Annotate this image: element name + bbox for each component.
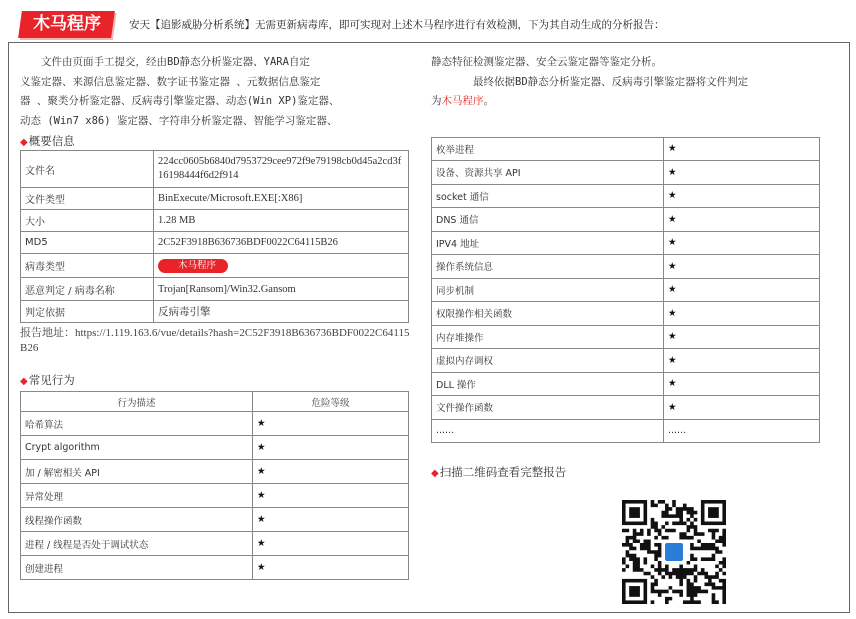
file-type-value: BinExecute/Microsoft.EXE[:X86] — [154, 188, 409, 210]
table-row — [432, 325, 820, 349]
danger-level-star: ★ — [664, 255, 820, 279]
table-row — [21, 556, 409, 580]
table-row — [432, 396, 820, 420]
danger-level-star: ★ — [253, 412, 409, 436]
danger-level-star: ★ — [664, 372, 820, 396]
danger-level-star: ★ — [664, 325, 820, 349]
behavior-description: 虚拟内存调权 — [432, 349, 664, 373]
behavior-description: Crypt algorithm — [21, 436, 253, 460]
behavior-description: 哈希算法 — [21, 412, 253, 436]
behavior-description: 设备、资源共享 API — [432, 161, 664, 185]
virus-name-value: Trojan[Ransom]/Win32.Gansom — [154, 278, 409, 301]
table-row — [432, 137, 820, 161]
diamond-bullet-icon: ◆ — [20, 137, 28, 148]
behavior-description: 内存堆操作 — [432, 325, 664, 349]
right-column — [431, 53, 831, 480]
table-row — [432, 372, 820, 396]
danger-level-star: ★ — [664, 161, 820, 185]
table-row — [432, 161, 820, 185]
danger-level-star: ★ — [253, 556, 409, 580]
report-address: 报告地址：https://1.119.163.6/vue/details?hash=2C52F3918B636736BDF0022C64115B26 — [20, 327, 410, 354]
behavior-description: 同步机制 — [432, 278, 664, 302]
danger-level-star: ★ — [253, 508, 409, 532]
danger-level-star: ★ — [664, 137, 820, 161]
table-row — [432, 302, 820, 326]
field-label: 判定依据 — [21, 301, 154, 323]
intro-line: 静态特征检测鉴定器、安全云鉴定器等鉴定分析。 — [431, 56, 662, 68]
table-row — [21, 254, 409, 278]
diamond-bullet-icon: ◆ — [20, 376, 28, 387]
behavior-description: ...... — [432, 419, 664, 443]
table-row — [21, 278, 409, 301]
behavior-description: 异常处理 — [21, 484, 253, 508]
report-qr-code[interactable] — [622, 500, 726, 604]
intro-paragraph — [20, 53, 420, 131]
danger-level-star: ★ — [253, 484, 409, 508]
danger-level-star: ★ — [664, 396, 820, 420]
behavior-description: 创建进程 — [21, 556, 253, 580]
table-row — [21, 188, 409, 210]
table-header-row — [21, 392, 409, 412]
table-row — [432, 278, 820, 302]
behavior-description: socket 通信 — [432, 184, 664, 208]
intro-line: 动态 (Win7 x86) 鉴定器、字符串分析鉴定器、智能学习鉴定器、 — [20, 114, 338, 127]
field-label: 文件名 — [21, 151, 154, 188]
column-header-description: 行为描述 — [21, 392, 253, 412]
table-row — [21, 460, 409, 484]
danger-level-star: ★ — [253, 532, 409, 556]
overview-table — [20, 150, 409, 323]
behavior-table-left — [20, 391, 409, 580]
danger-level-star: ★ — [664, 208, 820, 232]
qr-section-title: ◆扫描二维码查看完整报告 — [431, 465, 567, 479]
danger-level-star: ★ — [253, 460, 409, 484]
danger-level-star: ★ — [664, 349, 820, 373]
behavior-table-right — [431, 137, 820, 444]
file-name-value: 224cc0605b6840d7953729cee972f9e79198cb0d45a2cd3f16198444f6d2f914 — [154, 151, 409, 188]
md5-value: 2C52F3918B636736BDF0022C64115B26 — [154, 232, 409, 254]
virus-type-cell — [154, 254, 409, 278]
table-row — [21, 210, 409, 232]
table-row — [21, 412, 409, 436]
field-label: 恶意判定 / 病毒名称 — [21, 278, 154, 301]
intro-line: 文件由页面手工提交，经由BD静态分析鉴定器、YARA自定 — [41, 56, 310, 68]
virus-type-badge: 木马程序 — [158, 259, 228, 273]
behavior-description: 权限操作相关函数 — [432, 302, 664, 326]
behavior-description: 加 / 解密相关 API — [21, 460, 253, 484]
behavior-description: 枚举进程 — [432, 137, 664, 161]
field-label: 病毒类型 — [21, 254, 154, 278]
behavior-description: 进程 / 线程是否处于调试状态 — [21, 532, 253, 556]
field-label: 文件类型 — [21, 188, 154, 210]
table-row — [432, 419, 820, 443]
table-row — [432, 184, 820, 208]
behavior-description: DNS 通信 — [432, 208, 664, 232]
column-header-danger-level: 危险等级 — [253, 392, 409, 412]
table-row — [432, 231, 820, 255]
verdict-basis-value: 反病毒引擎 — [154, 301, 409, 323]
danger-level-star: ★ — [664, 184, 820, 208]
table-row — [21, 484, 409, 508]
field-label: 大小 — [21, 210, 154, 232]
table-row — [21, 436, 409, 460]
file-size-value: 1.28 MB — [154, 210, 409, 232]
intro-line: 最终依据BD静态分析鉴定器、反病毒引擎鉴定器将文件判定 — [473, 75, 749, 88]
intro-line: 器 、聚类分析鉴定器、反病毒引擎鉴定器、动态(Win XP)鉴定器、 — [20, 95, 340, 107]
behavior-description: DLL 操作 — [432, 372, 664, 396]
verdict-highlight: 木马程序 — [441, 95, 484, 107]
table-row — [21, 532, 409, 556]
intro-line: 义鉴定器、来源信息鉴定器、数字证书鉴定器 、元数据信息鉴定 — [20, 75, 321, 88]
malware-type-tag: 木马程序 — [18, 11, 115, 38]
header-description: 安天【追影威胁分析系统】无需更新病毒库，即可实现对上述木马程序进行有效检测，下为其自动生成的分析报告： — [129, 19, 665, 31]
table-row — [432, 255, 820, 279]
table-row — [432, 349, 820, 373]
intro-paragraph-continued: 静态特征检测鉴定器、安全云鉴定器等鉴定分析。 最终依据BD静态分析鉴定器、反病毒引擎鉴定器将文件判定 为木马程序。 — [431, 53, 831, 112]
table-row — [21, 301, 409, 323]
behavior-section-title: ◆常见行为 — [20, 373, 75, 387]
table-row — [21, 232, 409, 254]
table-row — [21, 151, 409, 188]
diamond-bullet-icon: ◆ — [431, 468, 439, 479]
behavior-description: 操作系统信息 — [432, 255, 664, 279]
report-header — [0, 0, 856, 40]
danger-level-star: ★ — [664, 278, 820, 302]
behavior-description: IPV4 地址 — [432, 231, 664, 255]
table-row — [21, 508, 409, 532]
danger-level-star: ★ — [664, 231, 820, 255]
left-column — [20, 53, 420, 580]
behavior-description: 文件操作函数 — [432, 396, 664, 420]
behavior-description: 线程操作函数 — [21, 508, 253, 532]
qr-code-icon — [622, 500, 726, 604]
danger-level-ellipsis: ...... — [664, 419, 820, 443]
overview-section-title: ◆概要信息 — [20, 134, 75, 148]
danger-level-star: ★ — [253, 436, 409, 460]
table-row — [432, 208, 820, 232]
field-label: MD5 — [21, 232, 154, 254]
danger-level-star: ★ — [664, 302, 820, 326]
